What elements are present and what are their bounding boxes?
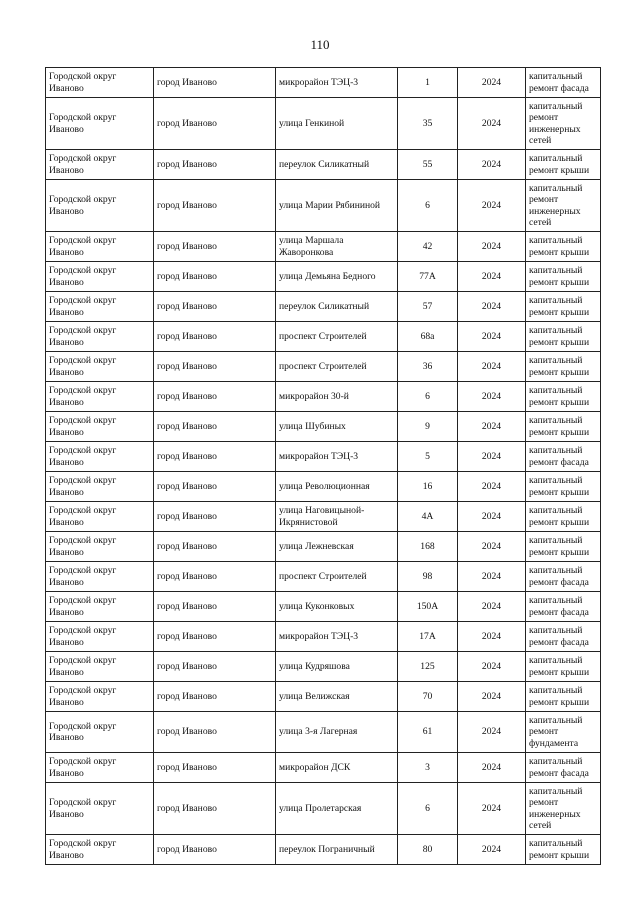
work-type-cell: капитальный ремонт крыши (526, 472, 601, 502)
year-cell: 2024 (458, 472, 526, 502)
city-cell: город Иваново (154, 442, 276, 472)
table-row (46, 592, 601, 622)
district-cell: Городской округ Иваново (46, 783, 154, 835)
street-cell: улица Кудряшова (276, 652, 398, 682)
work-type-cell: капитальный ремонт крыши (526, 652, 601, 682)
year-cell: 2024 (458, 592, 526, 622)
city-cell: город Иваново (154, 322, 276, 352)
repair-schedule-table (45, 67, 601, 865)
city-cell: город Иваново (154, 835, 276, 865)
street-cell: улица Демьяна Бедного (276, 262, 398, 292)
year-cell: 2024 (458, 68, 526, 98)
street-cell: переулок Силикатный (276, 150, 398, 180)
district-cell: Городской округ Иваново (46, 322, 154, 352)
street-cell: улица Велижская (276, 682, 398, 712)
house-number-cell: 35 (398, 98, 458, 150)
year-cell: 2024 (458, 622, 526, 652)
district-cell: Городской округ Иваново (46, 68, 154, 98)
district-cell: Городской округ Иваново (46, 753, 154, 783)
street-cell: улица Наговицыной-Икрянистовой (276, 502, 398, 532)
street-cell: улица Пролетарская (276, 783, 398, 835)
table-row (46, 712, 601, 753)
city-cell: город Иваново (154, 592, 276, 622)
district-cell: Городской округ Иваново (46, 412, 154, 442)
work-type-cell: капитальный ремонт крыши (526, 292, 601, 322)
work-type-cell: капитальный ремонт крыши (526, 352, 601, 382)
city-cell: город Иваново (154, 412, 276, 442)
year-cell: 2024 (458, 322, 526, 352)
table-row (46, 68, 601, 98)
house-number-cell: 16 (398, 472, 458, 502)
city-cell: город Иваново (154, 532, 276, 562)
table-row (46, 322, 601, 352)
work-type-cell: капитальный ремонт крыши (526, 232, 601, 262)
house-number-cell: 4А (398, 502, 458, 532)
year-cell: 2024 (458, 442, 526, 472)
street-cell: улица Революционная (276, 472, 398, 502)
street-cell: улица 3-я Лагерная (276, 712, 398, 753)
work-type-cell: капитальный ремонт инженерных сетей (526, 783, 601, 835)
house-number-cell: 6 (398, 783, 458, 835)
city-cell: город Иваново (154, 232, 276, 262)
table-row (46, 442, 601, 472)
city-cell: город Иваново (154, 472, 276, 502)
house-number-cell: 98 (398, 562, 458, 592)
district-cell: Городской округ Иваново (46, 382, 154, 412)
year-cell: 2024 (458, 382, 526, 412)
work-type-cell: капитальный ремонт фасада (526, 68, 601, 98)
city-cell: город Иваново (154, 292, 276, 322)
work-type-cell: капитальный ремонт фундамента (526, 712, 601, 753)
house-number-cell: 68а (398, 322, 458, 352)
work-type-cell: капитальный ремонт фасада (526, 622, 601, 652)
district-cell: Городской округ Иваново (46, 532, 154, 562)
table-row (46, 562, 601, 592)
street-cell: улица Куконковых (276, 592, 398, 622)
work-type-cell: капитальный ремонт крыши (526, 682, 601, 712)
work-type-cell: капитальный ремонт фасада (526, 442, 601, 472)
page-number: 110 (310, 37, 330, 52)
table-row (46, 783, 601, 835)
work-type-cell: капитальный ремонт крыши (526, 412, 601, 442)
table-body (46, 68, 601, 865)
city-cell: город Иваново (154, 682, 276, 712)
district-cell: Городской округ Иваново (46, 98, 154, 150)
district-cell: Городской округ Иваново (46, 150, 154, 180)
district-cell: Городской округ Иваново (46, 562, 154, 592)
house-number-cell: 6 (398, 382, 458, 412)
city-cell: город Иваново (154, 98, 276, 150)
year-cell: 2024 (458, 532, 526, 562)
city-cell: город Иваново (154, 352, 276, 382)
house-number-cell: 150А (398, 592, 458, 622)
work-type-cell: капитальный ремонт крыши (526, 532, 601, 562)
city-cell: город Иваново (154, 262, 276, 292)
year-cell: 2024 (458, 502, 526, 532)
street-cell: переулок Пограничный (276, 835, 398, 865)
district-cell: Городской округ Иваново (46, 352, 154, 382)
table-row (46, 352, 601, 382)
district-cell: Городской округ Иваново (46, 835, 154, 865)
work-type-cell: капитальный ремонт крыши (526, 322, 601, 352)
house-number-cell: 9 (398, 412, 458, 442)
table-row (46, 180, 601, 232)
work-type-cell: капитальный ремонт крыши (526, 262, 601, 292)
work-type-cell: капитальный ремонт фасада (526, 562, 601, 592)
year-cell: 2024 (458, 150, 526, 180)
street-cell: улица Шубиных (276, 412, 398, 442)
city-cell: город Иваново (154, 502, 276, 532)
table-row (46, 532, 601, 562)
year-cell: 2024 (458, 835, 526, 865)
work-type-cell: капитальный ремонт фасада (526, 753, 601, 783)
house-number-cell: 70 (398, 682, 458, 712)
house-number-cell: 1 (398, 68, 458, 98)
work-type-cell: капитальный ремонт крыши (526, 502, 601, 532)
work-type-cell: капитальный ремонт инженерных сетей (526, 180, 601, 232)
house-number-cell: 61 (398, 712, 458, 753)
year-cell: 2024 (458, 352, 526, 382)
year-cell: 2024 (458, 232, 526, 262)
street-cell: проспект Строителей (276, 562, 398, 592)
year-cell: 2024 (458, 562, 526, 592)
street-cell: улица Марии Рябининой (276, 180, 398, 232)
district-cell: Городской округ Иваново (46, 262, 154, 292)
year-cell: 2024 (458, 180, 526, 232)
year-cell: 2024 (458, 783, 526, 835)
street-cell: микрорайон ДСК (276, 753, 398, 783)
district-cell: Городской округ Иваново (46, 682, 154, 712)
district-cell: Городской округ Иваново (46, 592, 154, 622)
table-row (46, 682, 601, 712)
city-cell: город Иваново (154, 652, 276, 682)
year-cell: 2024 (458, 292, 526, 322)
work-type-cell: капитальный ремонт крыши (526, 150, 601, 180)
house-number-cell: 80 (398, 835, 458, 865)
street-cell: улица Лежневская (276, 532, 398, 562)
house-number-cell: 5 (398, 442, 458, 472)
street-cell: проспект Строителей (276, 322, 398, 352)
table-row (46, 412, 601, 442)
city-cell: город Иваново (154, 68, 276, 98)
work-type-cell: капитальный ремонт фасада (526, 592, 601, 622)
district-cell: Городской округ Иваново (46, 180, 154, 232)
house-number-cell: 77А (398, 262, 458, 292)
street-cell: микрорайон ТЭЦ-3 (276, 442, 398, 472)
city-cell: город Иваново (154, 562, 276, 592)
house-number-cell: 125 (398, 652, 458, 682)
city-cell: город Иваново (154, 150, 276, 180)
work-type-cell: капитальный ремонт крыши (526, 382, 601, 412)
table-row (46, 753, 601, 783)
street-cell: улица Генкиной (276, 98, 398, 150)
city-cell: город Иваново (154, 382, 276, 412)
city-cell: город Иваново (154, 622, 276, 652)
house-number-cell: 3 (398, 753, 458, 783)
year-cell: 2024 (458, 98, 526, 150)
year-cell: 2024 (458, 652, 526, 682)
house-number-cell: 168 (398, 532, 458, 562)
district-cell: Городской округ Иваново (46, 442, 154, 472)
table-row (46, 472, 601, 502)
district-cell: Городской округ Иваново (46, 502, 154, 532)
city-cell: город Иваново (154, 712, 276, 753)
work-type-cell: капитальный ремонт инженерных сетей (526, 98, 601, 150)
house-number-cell: 42 (398, 232, 458, 262)
house-number-cell: 57 (398, 292, 458, 322)
year-cell: 2024 (458, 412, 526, 442)
table-row (46, 232, 601, 262)
year-cell: 2024 (458, 712, 526, 753)
district-cell: Городской округ Иваново (46, 712, 154, 753)
house-number-cell: 17А (398, 622, 458, 652)
street-cell: проспект Строителей (276, 352, 398, 382)
table-row (46, 262, 601, 292)
year-cell: 2024 (458, 262, 526, 292)
district-cell: Городской округ Иваново (46, 232, 154, 262)
district-cell: Городской округ Иваново (46, 652, 154, 682)
house-number-cell: 6 (398, 180, 458, 232)
street-cell: улица Маршала Жаворонкова (276, 232, 398, 262)
table-row (46, 150, 601, 180)
district-cell: Городской округ Иваново (46, 472, 154, 502)
street-cell: микрорайон ТЭЦ-3 (276, 68, 398, 98)
table-row (46, 98, 601, 150)
table-row (46, 382, 601, 412)
street-cell: переулок Силикатный (276, 292, 398, 322)
street-cell: микрорайон ТЭЦ-3 (276, 622, 398, 652)
year-cell: 2024 (458, 753, 526, 783)
table-row (46, 292, 601, 322)
district-cell: Городской округ Иваново (46, 292, 154, 322)
city-cell: город Иваново (154, 753, 276, 783)
city-cell: город Иваново (154, 180, 276, 232)
city-cell: город Иваново (154, 783, 276, 835)
table-row (46, 652, 601, 682)
table-row (46, 502, 601, 532)
house-number-cell: 36 (398, 352, 458, 382)
house-number-cell: 55 (398, 150, 458, 180)
district-cell: Городской округ Иваново (46, 622, 154, 652)
work-type-cell: капитальный ремонт крыши (526, 835, 601, 865)
table-row (46, 835, 601, 865)
year-cell: 2024 (458, 682, 526, 712)
street-cell: микрорайон 30-й (276, 382, 398, 412)
table-row (46, 622, 601, 652)
